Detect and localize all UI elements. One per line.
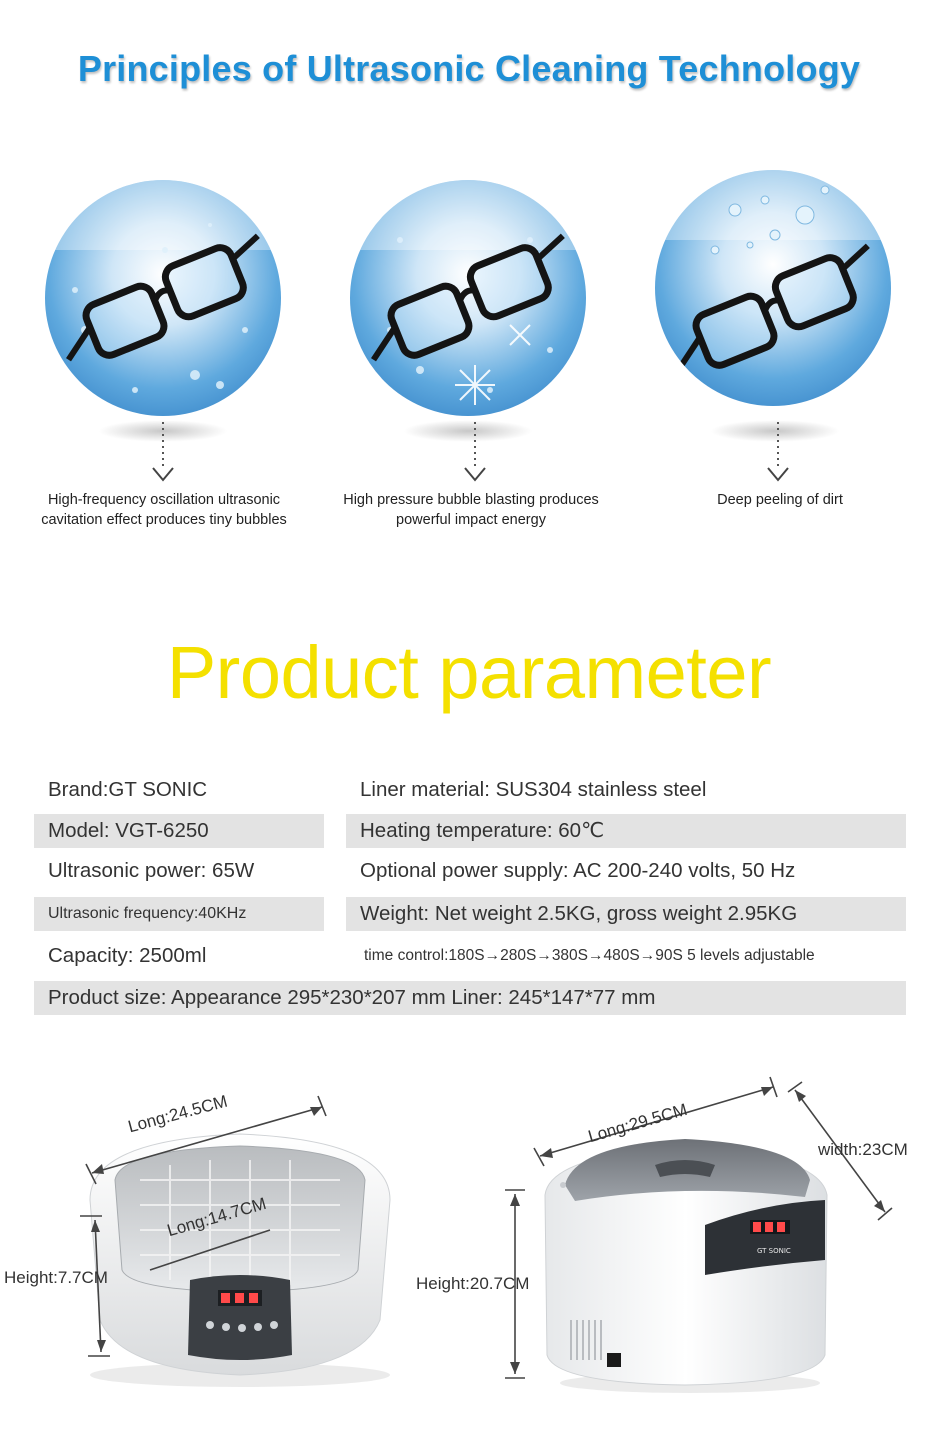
parameter-title: Product parameter [166, 631, 772, 714]
left-inner-long-dimension: Long:14.7CM [165, 1193, 269, 1241]
right-long-dimension: Long:29.5CM [586, 1099, 690, 1147]
param-heating-temperature: Heating temperature: 60℃ [346, 814, 906, 848]
param-weight: Weight: Net weight 2.5KG, gross weight 2.95KG [346, 897, 906, 931]
step-1-caption-line2: cavitation effect produces tiny bubbles [41, 512, 287, 528]
param-model: Model: VGT-6250 [34, 814, 324, 848]
param-power-supply: Optional power supply: AC 200-240 volts, 50 Hz [360, 859, 796, 882]
step-2-caption [316, 490, 626, 530]
param-capacity: Capacity: 2500ml [48, 944, 207, 967]
param-brand: Brand:GT SONIC [48, 778, 208, 801]
left-height-dimension: Height:7.7CM [4, 1268, 108, 1287]
param-ultrasonic-power: Ultrasonic power: 65W [48, 859, 255, 882]
glasses-in-water-icon [45, 180, 281, 416]
principles-title: Principles of Ultrasonic Cleaning Technology [77, 48, 861, 89]
param-time-control: time control:180S→280S→380S→480S→90S 5 levels adjustable [364, 947, 815, 964]
glasses-bubble-blast-icon [350, 180, 586, 416]
right-height-dimension: Height:20.7CM [416, 1274, 530, 1293]
step-1-caption [10, 490, 318, 530]
step-3-caption-line1: Deep peeling of dirt [717, 492, 843, 508]
step-3-caption [650, 490, 910, 510]
right-width-dimension: width:23CM [818, 1140, 908, 1159]
step-1-caption-line1: High-frequency oscillation ultrasonic [47, 492, 281, 508]
step-2-caption-line2: powerful impact energy [396, 512, 546, 528]
left-long-dimension: Long:24.5CM [126, 1091, 230, 1137]
panel-brand-label: GT SONIC [757, 1247, 791, 1255]
dotted-down-arrow-icon [148, 420, 178, 490]
param-ultrasonic-frequency: Ultrasonic frequency:40KHz [34, 897, 324, 931]
param-product-size: Product size: Appearance 295*230*207 mm Liner: 245*147*77 mm [34, 981, 906, 1015]
dotted-down-arrow-icon [460, 420, 490, 490]
step-2-caption-line1: High pressure bubble blasting produces [343, 492, 599, 508]
param-liner-material: Liner material: SUS304 stainless steel [360, 778, 707, 801]
glasses-rising-bubbles-icon [655, 170, 891, 406]
dotted-down-arrow-icon [763, 420, 793, 490]
